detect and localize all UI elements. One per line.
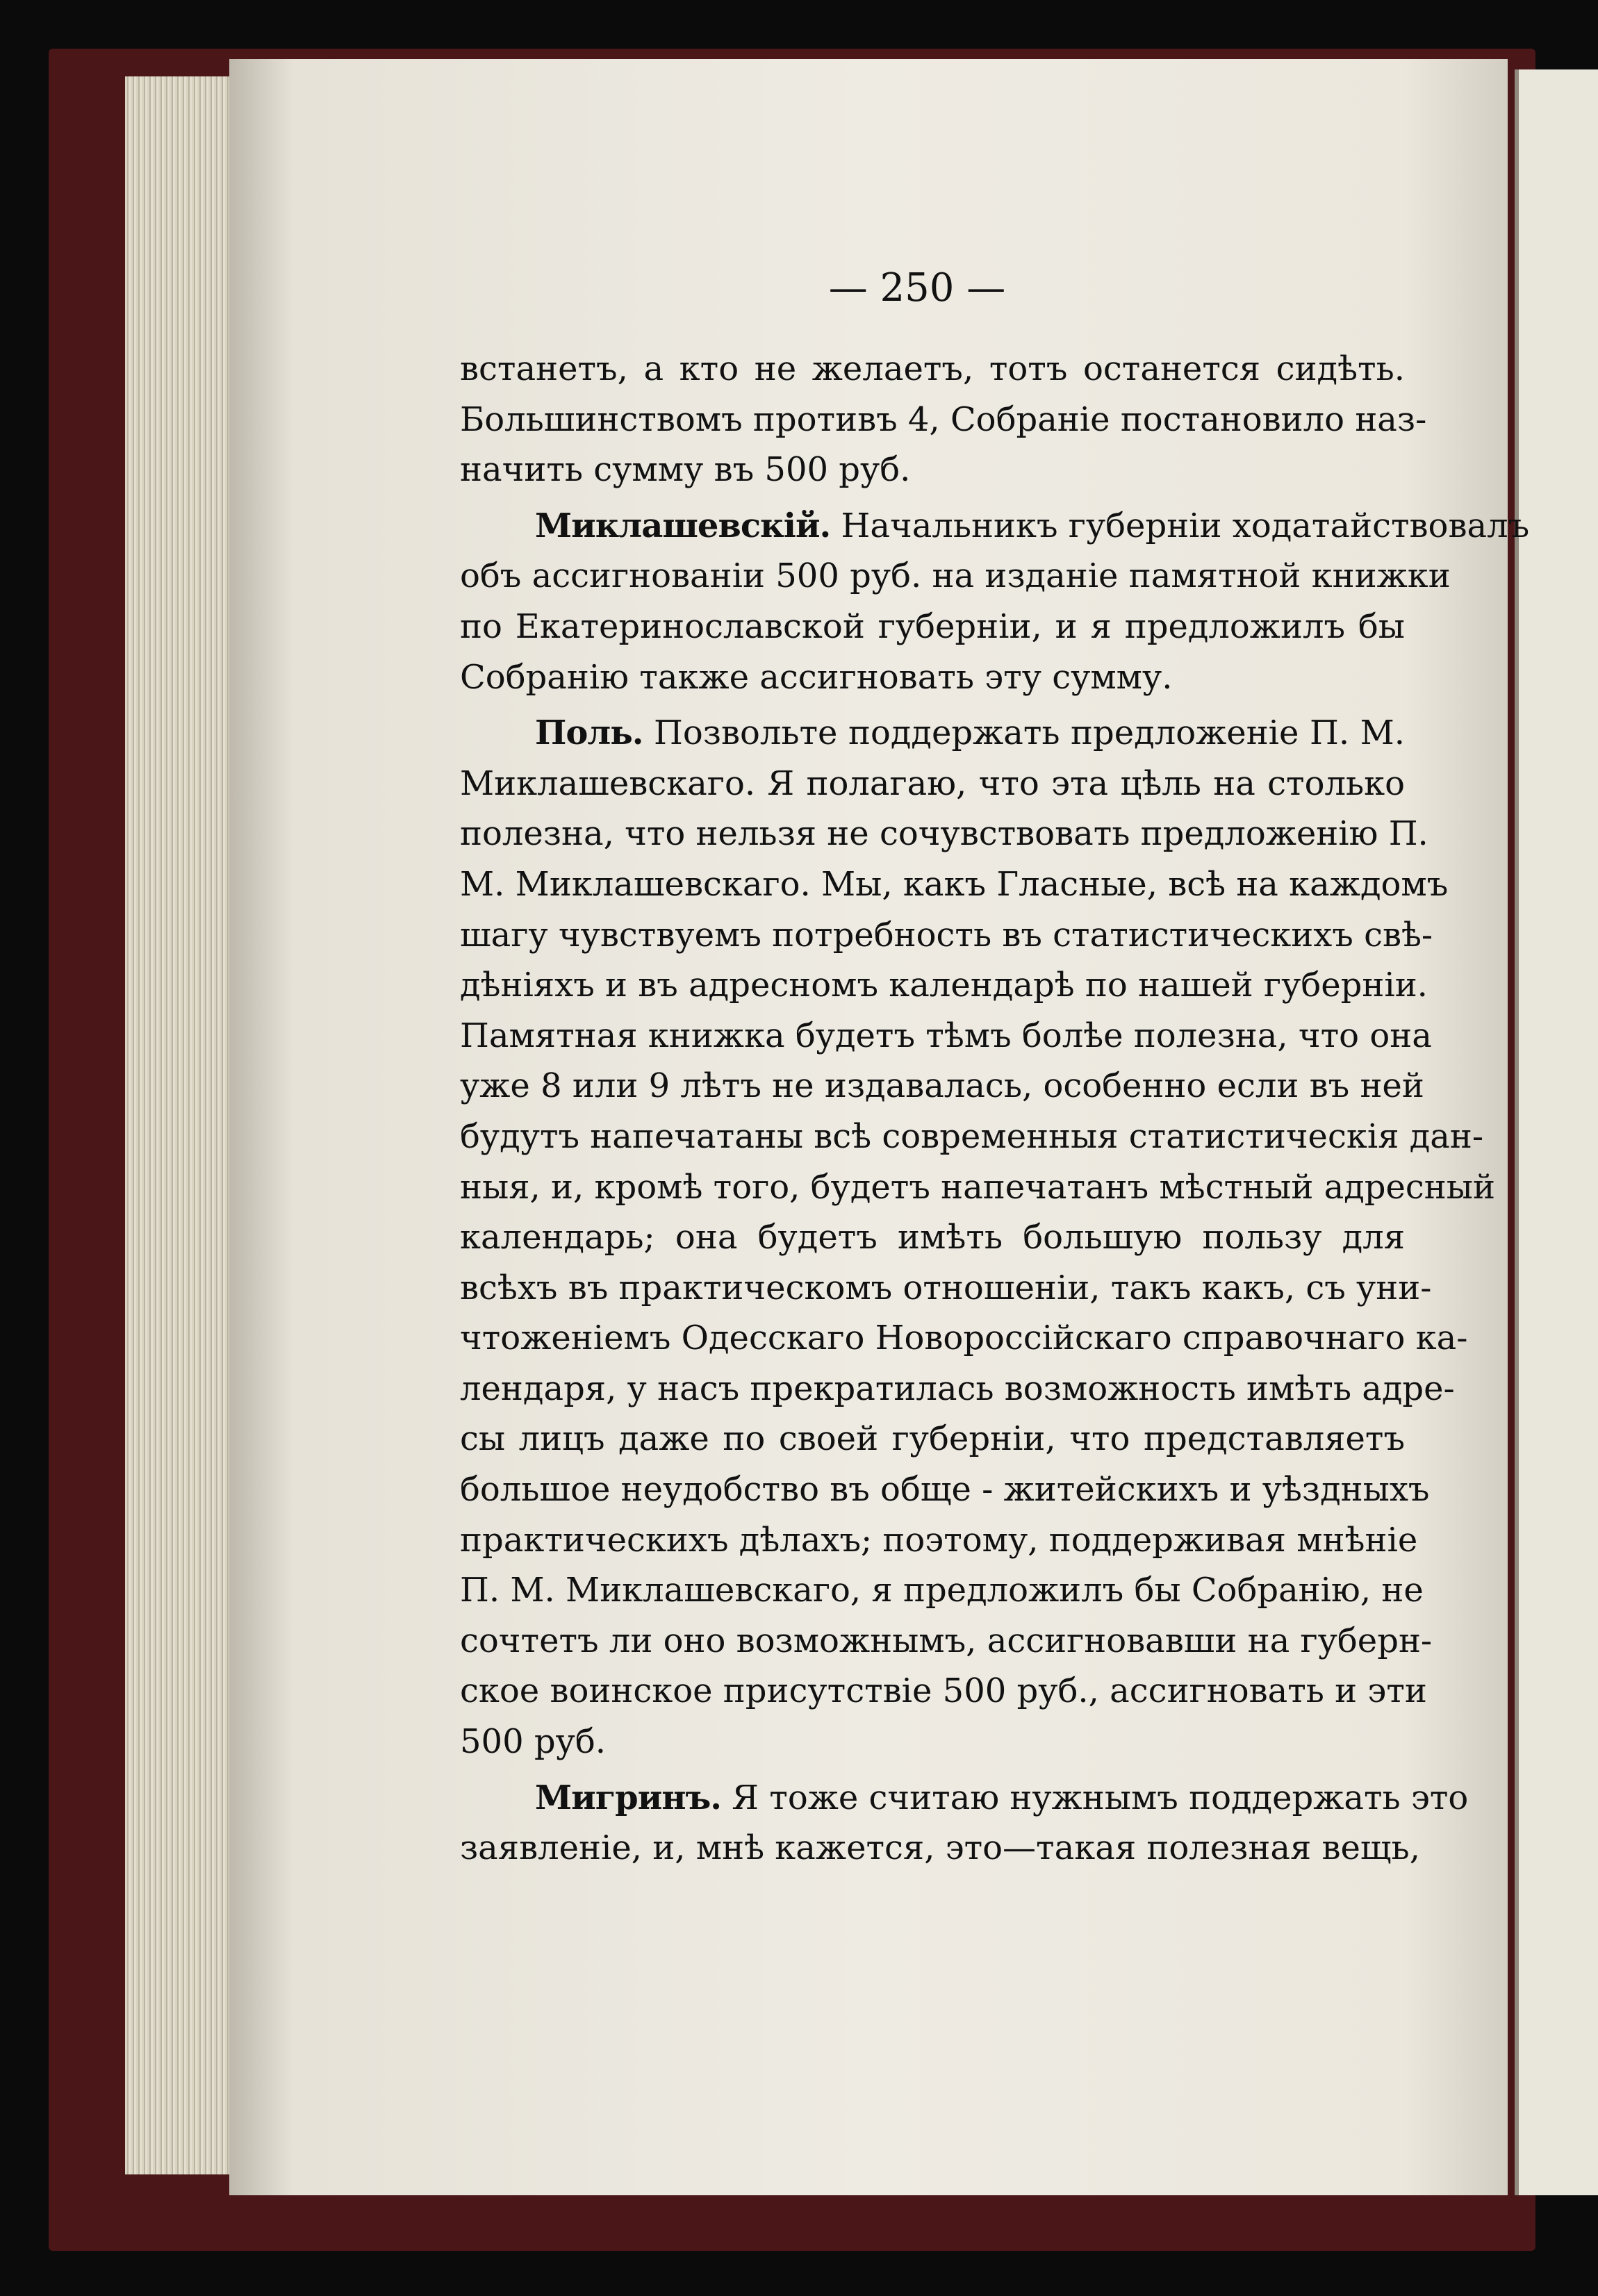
text-line: заявленіе, и, мнѣ кажется, это—такая полезная вещь,	[460, 1828, 1420, 1868]
text-line: всѣхъ въ практическомъ отношеніи, такъ какъ, съ уни-	[460, 1268, 1432, 1307]
text-line: ское воинское присутствіе 500 руб., ассигновать и эти	[460, 1671, 1427, 1711]
text-line: Большинствомъ противъ 4, Собраніе постановило наз-	[460, 399, 1427, 439]
speaker-name: Поль.	[535, 713, 643, 753]
text-line: будутъ напечатаны всѣ современныя статистическія дан-	[460, 1116, 1484, 1156]
text-line: начить сумму въ 500 руб.	[460, 450, 911, 490]
text-line: большое неудобство въ обще - житейскихъ и уѣздныхъ	[460, 1470, 1430, 1510]
speaker-name: Мигринъ.	[535, 1778, 721, 1817]
text-line: практическихъ дѣлахъ; поэтому, поддерживая мнѣніе	[460, 1520, 1418, 1560]
text-line: Памятная книжка будетъ тѣмъ болѣе полезна, что она	[460, 1016, 1432, 1055]
text-line: встанетъ, а кто не желаетъ, тотъ останется сидѣть.	[460, 349, 1405, 388]
facing-page-edge	[1515, 69, 1598, 2195]
speaker-name: Миклашевскій.	[535, 506, 831, 545]
page-number: — 250 —	[828, 265, 1006, 311]
text-line: уже 8 или 9 лѣтъ не издавалась, особенно если въ ней	[460, 1066, 1424, 1106]
text-line: Собранію также ассигновать эту сумму.	[460, 657, 1173, 697]
text-line: 500 руб.	[460, 1722, 606, 1762]
text-line: дѣніяхъ и въ адресномъ календарѣ по нашей губерніи.	[460, 966, 1428, 1005]
text-line: Поль. Позвольте поддержать предложеніе П. М.	[535, 713, 1405, 753]
text-line: Миклашевскій. Начальникъ губерніи ходатайствовалъ	[535, 506, 1530, 545]
text-line: шагу чувствуемъ потребность въ статистическихъ свѣ-	[460, 915, 1433, 955]
text-line: объ ассигнованіи 500 руб. на изданіе памятной книжки	[460, 556, 1451, 596]
text-line: Мигринъ. Я тоже считаю нужнымъ поддержать это	[535, 1778, 1469, 1817]
text-line: календарь; она будетъ имѣть большую пользу для	[460, 1218, 1405, 1257]
text-line: лендаря, у насъ прекратилась возможность имѣть адре-	[460, 1369, 1455, 1408]
text-line: чтоженіемъ Одесскаго Новороссійскаго справочнаго ка-	[460, 1319, 1468, 1358]
page-text	[460, 344, 1530, 1874]
text-line: полезна, что нельзя не сочувствовать предложенію П.	[460, 814, 1428, 854]
text-line: М. Миклашевскаго. Мы, какъ Гласные, всѣ на каждомъ	[460, 864, 1449, 904]
text-line: сы лицъ даже по своей губерніи, что представляетъ	[460, 1419, 1405, 1459]
text-line: сочтетъ ли оно возможнымъ, ассигновавши на губерн-	[460, 1621, 1433, 1660]
text-line: Миклашевскаго. Я полагаю, что эта цѣль на столько	[460, 763, 1405, 803]
text-line: ныя, и, кромѣ того, будетъ напечатанъ мѣстный адресный	[460, 1167, 1495, 1207]
text-line: П. М. Миклашевскаго, я предложилъ бы Собранію, не	[460, 1571, 1424, 1610]
text-line: по Екатеринославской губерніи, и я предложилъ бы	[460, 606, 1405, 646]
